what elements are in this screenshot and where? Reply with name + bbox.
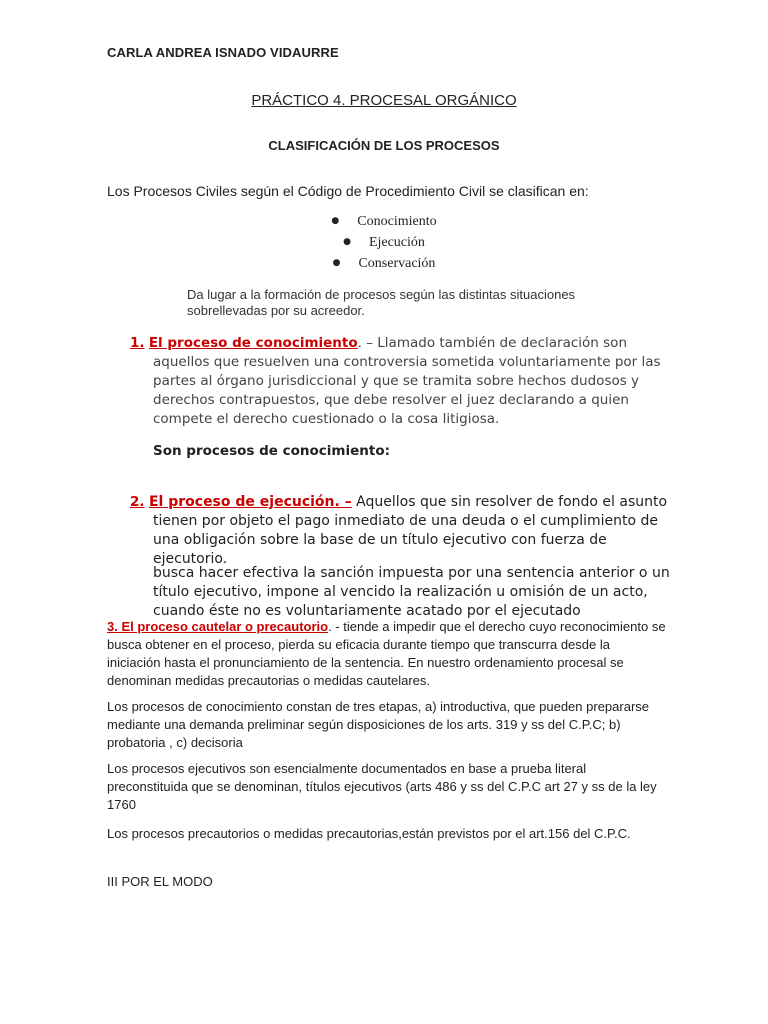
- section2-lead-text: Aquellos que sin resolver de fondo el asunto: [351, 494, 668, 510]
- bullet-icon: ●: [343, 237, 351, 247]
- section1-heading: El proceso de conocimiento: [148, 335, 358, 351]
- paragraph-stages: Los procesos de conocimiento constan de tres etapas, a) introductiva, que pueden prepararse mediante una demanda preliminar según disposiciones de los arts. 319 y ss del C.P.C; b) probatoria , c) decisoria: [107, 699, 650, 750]
- section-title: CLASIFICACIÓN DE LOS PROCESOS: [268, 138, 500, 153]
- list-item: ● Conocimiento: [331, 214, 437, 229]
- section3-paragraph: [107, 618, 667, 690]
- list-item: ● Conservación: [332, 256, 436, 271]
- paragraph-executive: Los procesos ejecutivos son esencialmente documentados en base a prueba literal preconstituida que se denominan, títulos ejecutivos (arts 486 y ss del C.P.C art 27 y ss de la ley 1760: [107, 761, 657, 812]
- author-name: CARLA ANDREA ISNADO VIDAURRE: [107, 45, 339, 60]
- section3-body: . - tiende a impedir que el derecho cuyo reconocimiento se busca obtener en el proceso, pierda su eficacia durante tiempo que transcurra desde la iniciación hasta el pronunciamiento de la sentencia. En nuestro ordenamiento procesal se denominan medidas precautorias o medidas cautelares.: [107, 619, 666, 688]
- list-item: ● Ejecución: [343, 235, 425, 250]
- section2-number: 2.: [130, 494, 145, 510]
- section1-body: aquellos que resuelven una controversia sometida voluntariamente por las partes al órgano jurisdiccional y que se tramita sobre hechos dudosos y derechos contrapuestos, que debe resolver el juez declarando a quien compete el derecho cuestionado o la cosa litigiosa.: [153, 354, 661, 427]
- section2-extra: busca hacer efectiva la sanción impuesta por una sentencia anterior o un título ejecutivo, impone al vencido la realización u omisión de un acto, cuando éste no es voluntariamente acatado por el ejecutado: [153, 565, 670, 619]
- section1-lead-text: . – Llamado también de declaración son: [357, 335, 627, 351]
- paragraph-precautionary: Los procesos precautorios o medidas precautorias,están previstos por el art.156 del C.P.C.: [107, 826, 631, 841]
- section1-number: 1.: [130, 335, 145, 351]
- section1-lead: [130, 334, 670, 353]
- classification-list: [0, 212, 768, 275]
- section2-heading: El proceso de ejecución. –: [148, 494, 352, 510]
- intro-paragraph: Los Procesos Civiles según el Código de Procedimiento Civil se clasifican en:: [107, 183, 589, 199]
- section1-subheading: Son procesos de conocimiento:: [153, 443, 391, 459]
- document-title: PRÁCTICO 4. PROCESAL ORGÁNICO: [251, 92, 517, 109]
- section2-lead: [130, 493, 670, 512]
- section2-body: tienen por objeto el pago inmediato de una deuda o el cumplimiento de una obligación sobre la base de un título ejecutivo con fuerza de ejecutorio.: [153, 513, 658, 567]
- section3-heading: 3. El proceso cautelar o precautorio: [107, 619, 329, 634]
- note-paragraph: Da lugar a la formación de procesos según las distintas situaciones sobrellevadas por su acreedor.: [187, 287, 576, 318]
- footer-heading: III POR EL MODO: [107, 874, 213, 889]
- bullet-icon: ●: [332, 258, 341, 268]
- bullet-icon: ●: [331, 216, 340, 226]
